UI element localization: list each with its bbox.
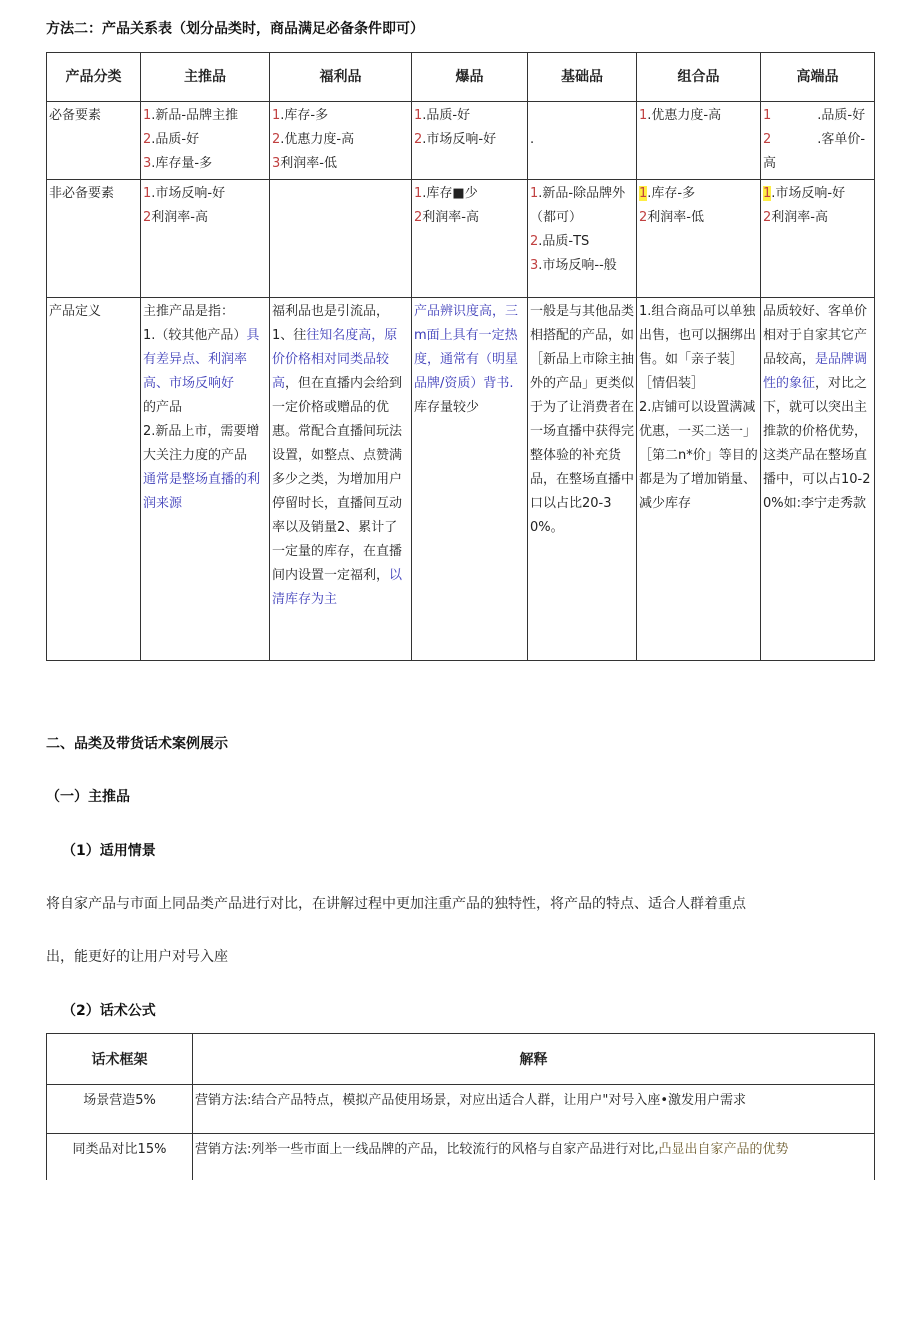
cell-required-premium: 1 .品质-好 2 .客单价- 高 [761,102,875,180]
row-label: 非必备要素 [47,180,141,298]
cell-optional-premium: 1.市场反响-好 2利润率-高 [761,180,875,298]
explain-cell: 营销方法:结合产品特点，模拟产品使用场景，对应出适合人群，让用户"对号入座•激发用户需求 [193,1085,875,1134]
paragraph-line-2: 出，能更好的让用户对号入座 [46,949,228,965]
paragraph-line-1: 将自家产品与市面上同品类产品进行对比，在讲解过程中更加注重产品的独特性，将产品的特点、适合人群着重点 [46,896,746,912]
table-row [47,1085,875,1134]
cell-required-basic: . [528,102,637,180]
cell-optional-welfare [270,180,412,298]
cell-definition-premium: 品质较好、客单价相对于自家其它产品较高，是品牌调性的象征，对比之下，就可以突出主推款的价格优势，这类产品在整场直播中，可以占10-20%如:李宁走秀款 [761,298,875,661]
cell-required-hot: 1.品质-好 2.市场反响-好 [412,102,528,180]
product-relation-table [46,52,875,661]
cell-optional-main: 1.市场反响-好 2利润率-高 [141,180,270,298]
cell-required-main: 1.新品-品牌主推 2.品质-好 3.库存量-多 [141,102,270,180]
table-row-definition [47,298,875,661]
frame-cell: 同类品对比15% [47,1134,193,1183]
cell-definition-basic: 一般是与其他品类相搭配的产品，如［新品上市除主抽外的产品」更类似于为了让消费者在一场直播中获得完整体验的补充货品，在整场直播中口以占比20-30%。 [528,298,637,661]
method-title: 方法二：产品关系表（划分品类时，商品满足必备条件即可） [46,21,424,37]
section2-title: 二、品类及带货话术案例展示 [46,736,228,752]
header-frame: 话术框架 [47,1034,193,1085]
page-cutoff [0,1180,920,1329]
frame-cell: 场景营造5% [47,1085,193,1134]
header-premium: 高端品 [761,53,875,102]
cell-required-combo: 1.优惠力度-高 [637,102,761,180]
header-explain: 解释 [193,1034,875,1085]
cell-required-welfare: 1.库存-多 2.优惠力度-高 3利润率-低 [270,102,412,180]
sub1-title: （一）主推品 [46,789,130,805]
cell-optional-basic: 1.新品-除品牌外 （都可） 2.品质-TS 3.市场反响--般 [528,180,637,298]
table-row-optional [47,180,875,298]
cell-definition-welfare: 福利品也是引流品，1、往往知名度高，原价价格相对同类品较高，但在直播内会给到一定价格或赠品的优惠。常配合直播间玩法设置，如整点、点赞满多少之类，为增加用户停留时长，直播间互动率以及销量2、累计了一定量的库存，在直播间内设置一定福利，以清库存为主 [270,298,412,661]
table-row-required [47,102,875,180]
row-label: 必备要素 [47,102,141,180]
header-hot: 爆品 [412,53,528,102]
cell-definition-combo: 1.组合商品可以单独出售，也可以捆绑出售。如「亲子装］［情侣装］ 2.店铺可以设置满减优惠，一买二送一」［第二n*价」等目的都是为了增加销量、减少库存 [637,298,761,661]
cell-optional-hot: 1.库存■少 2利润率-高 [412,180,528,298]
header-main: 主推品 [141,53,270,102]
explain-cell: 营销方法:列举一些市面上一线品牌的产品，比较流行的风格与自家产品进行对比,凸显出自家产品的优势 [193,1134,875,1183]
row-label: 产品定义 [47,298,141,661]
table-header-row [47,1034,875,1085]
cell-optional-combo: 1.库存-多 2利润率-低 [637,180,761,298]
cell-definition-hot: 产品辨识度高，三m面上具有一定热度，通常有（明星品牌/资质）背书. 库存量较少 [412,298,528,661]
sub1-1-title: （1）适用情景 [62,843,156,859]
script-formula-table [46,1033,875,1183]
header-combo: 组合品 [637,53,761,102]
table-row [47,1134,875,1183]
header-welfare: 福利品 [270,53,412,102]
cell-definition-main: 主推产品是指： 1.（较其他产品）具有差异点、利润率高、市场反响好 的产品 2.新品上市，需要增大关注力度的产品 通常是整场直播的利润来源 [141,298,270,661]
header-basic: 基础品 [528,53,637,102]
header-category: 产品分类 [47,53,141,102]
sub1-2-title: （2）话术公式 [62,1003,156,1019]
table-header-row [47,53,875,102]
